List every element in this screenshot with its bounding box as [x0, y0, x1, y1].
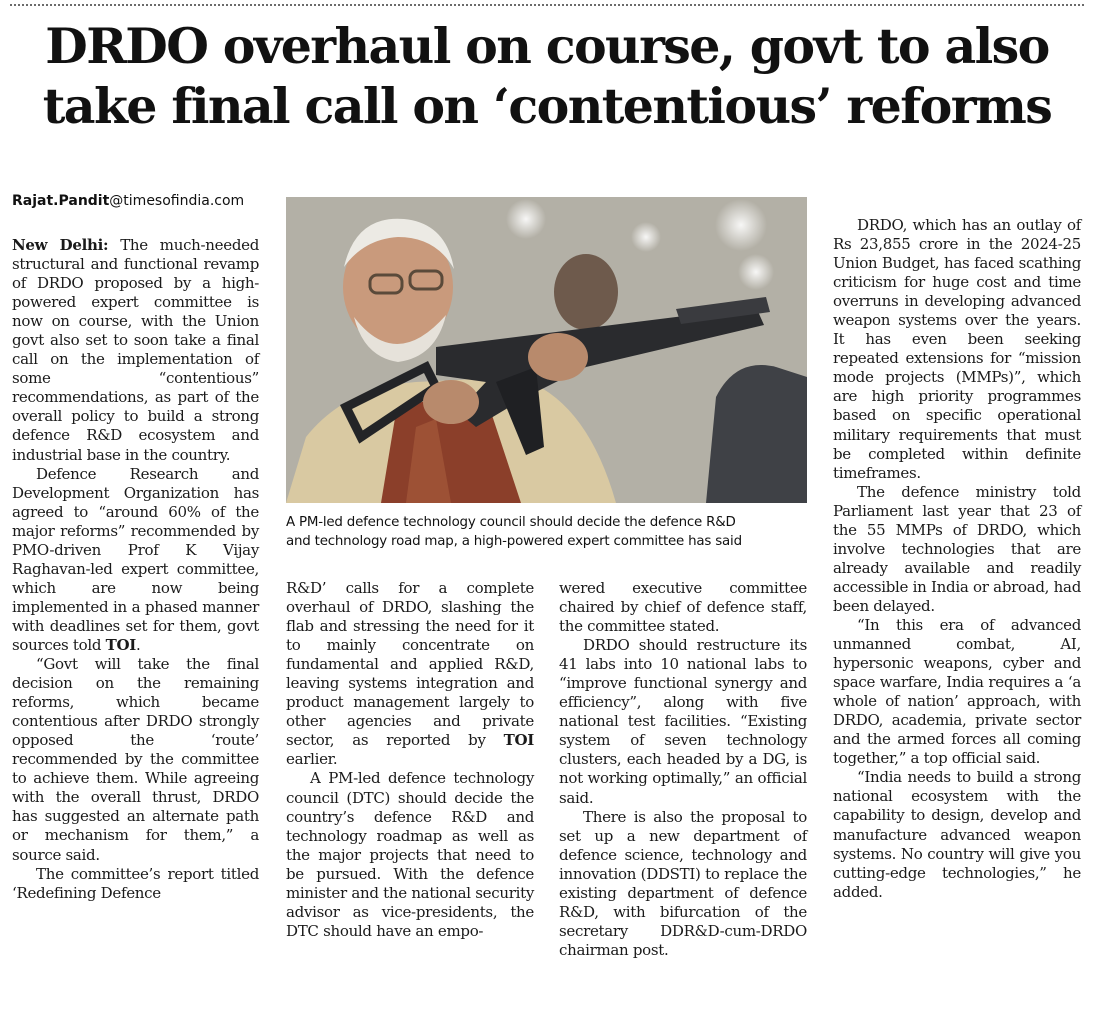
- headline-line-2: take final call on ‘contentious’ reforms: [42, 77, 1052, 135]
- article-paragraph: [12, 236, 259, 465]
- article-paragraph: “India needs to build a strong national ecosystem with the capability to design, develop and manufacture advanced weapon systems. No country will give you cutting-edge technologies,” he added.: [833, 768, 1081, 901]
- article-column-2: [286, 579, 534, 941]
- headline: [0, 16, 1094, 136]
- toi-mention: TOI: [105, 635, 136, 654]
- paragraph-text: Defence Research and Development Organization has agreed to “around 60% of the major reforms” recommended by PMO-driven Prof K Vijay Raghavan-led expert committee, which are now being implemented in a phased manner with deadlines set for them, govt sources told: [12, 464, 259, 654]
- paragraph-text: R&D’ calls for a complete overhaul of DRDO, slashing the flab and stressing the need for it to mainly concentrate on fundamental and applied R&D, leaving systems integration and product management largely to other agencies and private sector, as reported by: [286, 579, 534, 750]
- paragraph-text: earlier.: [286, 750, 338, 769]
- article-paragraph: DRDO should restructure its 41 labs into 10 national labs to “improve functional synergy and efficiency”, along with five national test facilities. “Existing system of seven technology clusters, each headed by a DG, is not working optimally,” an official said.: [559, 636, 807, 807]
- article-column-1: [12, 236, 259, 903]
- article-paragraph: “Govt will take the final decision on the remaining reforms, which became contentious after DRDO strongly opposed the ‘route’ recommended by the committee to achieve them. While agreeing with the overall thrust, DRDO has suggested an alternate path or mechanism for them,” a source said.: [12, 655, 259, 864]
- article-paragraph: [286, 579, 534, 769]
- byline: [12, 193, 244, 209]
- article-paragraph: There is also the proposal to set up a new department of defence science, technology and innovation (DDSTI) to replace the existing department of defence R&D, with bifurcation of the secretary DDR&D-cum-DRDO chairman post.: [559, 807, 807, 959]
- article-column-4: [833, 216, 1081, 902]
- paragraph-text: The much-needed structural and functional revamp of DRDO proposed by a high-powered expert committee is now on course, with the Union govt also set to soon take a final call on the implementation of some “contentious” recommendations, as part of the overall policy to build a strong defence R&D ecosystem and industrial base in the country.: [12, 236, 260, 464]
- article-paragraph: wered executive committee chaired by chief of defence staff, the committee stated.: [559, 579, 807, 636]
- article-photo: [286, 197, 807, 503]
- article-paragraph: “In this era of advanced unmanned combat, AI, hypersonic weapons, cyber and space warfare, India requires a ‘a whole of nation’ approach, with DRDO, academia, private sector and the armed forces all coming together,” a top official said.: [833, 615, 1081, 768]
- dateline: New Delhi:: [12, 236, 109, 254]
- article-paragraph: The defence ministry told Parliament last year that 23 of the 55 MMPs of DRDO, which involve technologies that are already available and readily accessible in India or abroad, had been delayed.: [833, 482, 1081, 615]
- article-paragraph: A PM-led defence technology council (DTC) should decide the country’s defence R&D and technology roadmap as well as the major projects that need to be pursued. With the defence minister and the national security advisor as vice-presidents, the DTC should have an empo-: [286, 769, 534, 940]
- article-paragraph: [12, 465, 259, 655]
- photo-illustration: [286, 197, 807, 503]
- top-dotted-rule: [10, 4, 1084, 6]
- headline-line-1: DRDO overhaul on course, govt to also: [45, 17, 1049, 75]
- toi-mention: TOI: [503, 731, 534, 750]
- article-paragraph: The committee’s report titled ‘Redefining Defence: [12, 864, 259, 902]
- byline-email-domain: @timesofindia.com: [109, 193, 245, 209]
- photo-caption: [286, 513, 807, 551]
- paragraph-text: .: [136, 635, 141, 654]
- article-column-3: [559, 579, 807, 960]
- caption-line-1: A PM-led defence technology council should decide the defence R&D: [286, 515, 736, 530]
- article-paragraph: DRDO, which has an outlay of Rs 23,855 crore in the 2024-25 Union Budget, has faced scathing criticism for huge cost and time overruns in developing advanced weapon systems over the years. It has even been seeking repeated extensions for “mission mode projects (MMPs)”, which are high priority programmes based on specific operational military requirements that must be completed within definite timeframes.: [833, 216, 1081, 482]
- caption-line-2: and technology road map, a high-powered expert committee has said: [286, 534, 742, 549]
- byline-name: Rajat.Pandit: [12, 193, 110, 209]
